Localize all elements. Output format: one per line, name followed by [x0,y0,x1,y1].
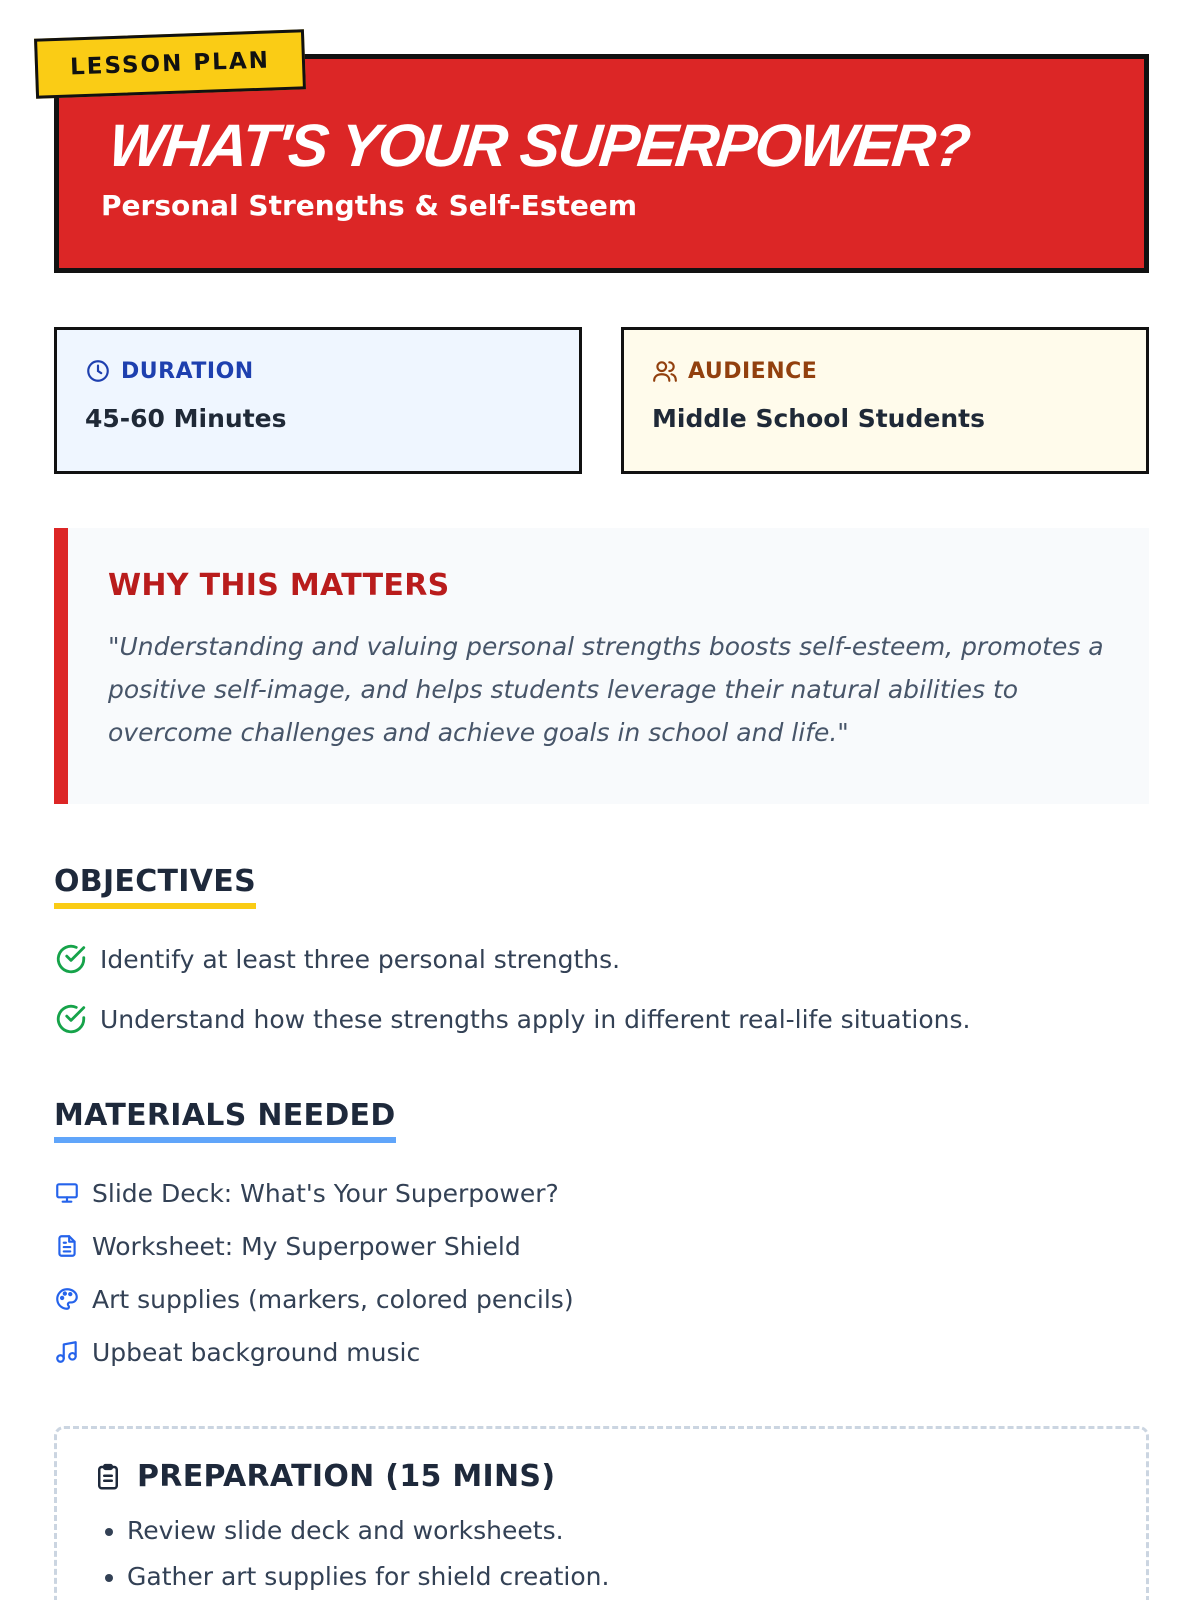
list-item: • Review slide deck and worksheets. [127,1508,1110,1554]
objectives-heading: OBJECTIVES [54,864,256,909]
list-item [54,1227,574,1265]
page-subtitle: Personal Strengths & Self-Esteem [101,189,638,222]
why-quote: "Understanding and valuing personal strengths boosts self-esteem, promotes a positive self-image, and helps students leverage their natural abilities to overcome challenges and achieve goals in school and life." [108,632,1104,747]
objective-text: Identify at least three personal strengths. [100,944,621,974]
preparation-heading: PREPARATION (15 MINS) [137,1459,556,1494]
duration-value: 45-60 Minutes [85,404,287,433]
check-circle-icon [54,942,88,976]
clipboard-icon [93,1462,123,1492]
material-text: Art supplies (markers, colored pencils) [92,1284,574,1314]
users-icon [652,358,678,384]
why-this-matters-callout [54,528,1149,804]
duration-label: DURATION [121,358,254,384]
objectives-list [54,940,970,1060]
list-item [54,1333,574,1371]
document-icon [54,1233,80,1259]
material-text: Upbeat background music [92,1337,421,1367]
clock-icon [85,358,111,384]
audience-value: Middle School Students [652,404,985,433]
material-text: Worksheet: My Superpower Shield [92,1231,521,1261]
palette-icon [54,1286,80,1312]
materials-list [54,1174,574,1386]
preparation-box [54,1426,1149,1600]
check-circle-icon [54,1002,88,1036]
audience-label: AUDIENCE [688,358,818,384]
list-item [54,1174,574,1212]
list-item [54,940,970,978]
music-icon [54,1339,80,1365]
monitor-icon [54,1180,80,1206]
preparation-list [93,1508,1110,1600]
list-item: • Gather art supplies for shield creation. [127,1554,1110,1600]
material-text: Slide Deck: What's Your Superpower? [92,1178,559,1208]
page-title: WHAT'S YOUR SUPERPOWER? [105,112,972,179]
materials-heading: MATERIALS NEEDED [54,1098,396,1143]
list-item [54,1000,970,1038]
why-title: WHY THIS MATTERS [108,568,450,603]
list-item [54,1280,574,1318]
lesson-plan-tag: LESSON PLAN [34,29,306,98]
audience-card [621,327,1149,474]
objective-text: Understand how these strengths apply in different real-life situations. [100,1004,971,1034]
duration-card [54,327,582,474]
